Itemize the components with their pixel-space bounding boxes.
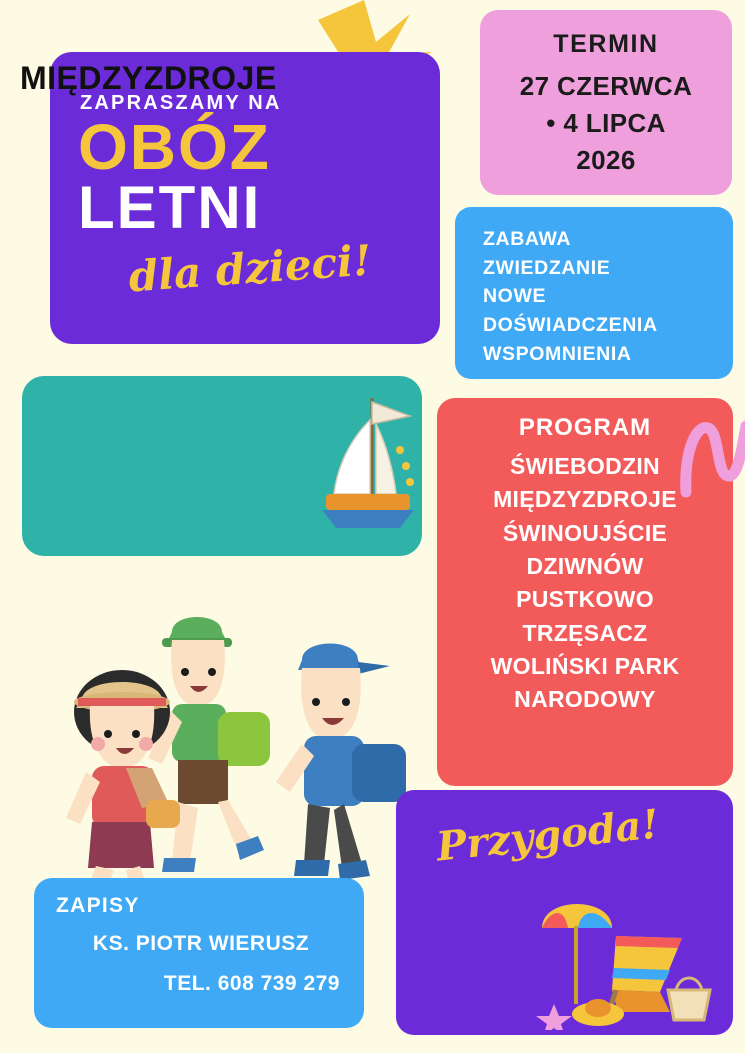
program-item: WOLIŃSKI PARK xyxy=(490,653,680,680)
adventure-script: Przygoda! xyxy=(434,800,662,871)
title-script: dla dzieci! xyxy=(127,236,373,302)
date-line-2: • 4 LIPCA xyxy=(546,107,666,138)
highlight-item: ZABAWA xyxy=(483,228,572,250)
highlight-item: NOWE xyxy=(483,285,547,308)
date-line-1: 27 CZERWCA xyxy=(519,71,693,101)
highlight-item: DOŚWIADCZENIA xyxy=(483,313,658,336)
sailboat-icon xyxy=(300,390,440,545)
program-item: TRZĘSACZ xyxy=(522,619,648,646)
title-line-1: OBÓZ xyxy=(78,111,271,183)
contact-card xyxy=(34,878,364,1028)
contact-phone: TEL. 608 739 279 xyxy=(163,972,340,995)
program-item: NARODOWY xyxy=(514,686,656,713)
date-label: TERMIN xyxy=(553,30,659,58)
program-item: ŚWINOUJŚCIE xyxy=(502,519,668,546)
date-card xyxy=(480,10,732,195)
program-item: DZIWNÓW xyxy=(526,553,644,580)
contact-label: ZAPISY xyxy=(56,894,140,917)
program-item: PUSTKOWO xyxy=(516,586,654,613)
contact-name: KS. PIOTR WIERUSZ xyxy=(92,932,310,955)
highlight-item: WSPOMNIENIA xyxy=(483,342,632,365)
highlight-item: ZWIEDZANIE xyxy=(483,256,611,279)
date-line-3: 2026 xyxy=(576,144,636,175)
program-item: ŚWIEBODZIN xyxy=(510,453,660,479)
title-kicker: ZAPRASZAMY NA xyxy=(80,92,282,114)
highlights-card xyxy=(455,207,733,379)
title-line-2: LETNI xyxy=(78,174,262,242)
program-title: PROGRAM xyxy=(518,414,652,441)
children-hiking-illustration xyxy=(22,572,442,882)
beach-chair-umbrella-icon xyxy=(520,880,720,1030)
squiggle-icon xyxy=(680,418,745,498)
program-item: MIĘDZYZDROJE xyxy=(493,486,677,513)
location-label: MIĘDZYZDROJE xyxy=(20,60,277,96)
